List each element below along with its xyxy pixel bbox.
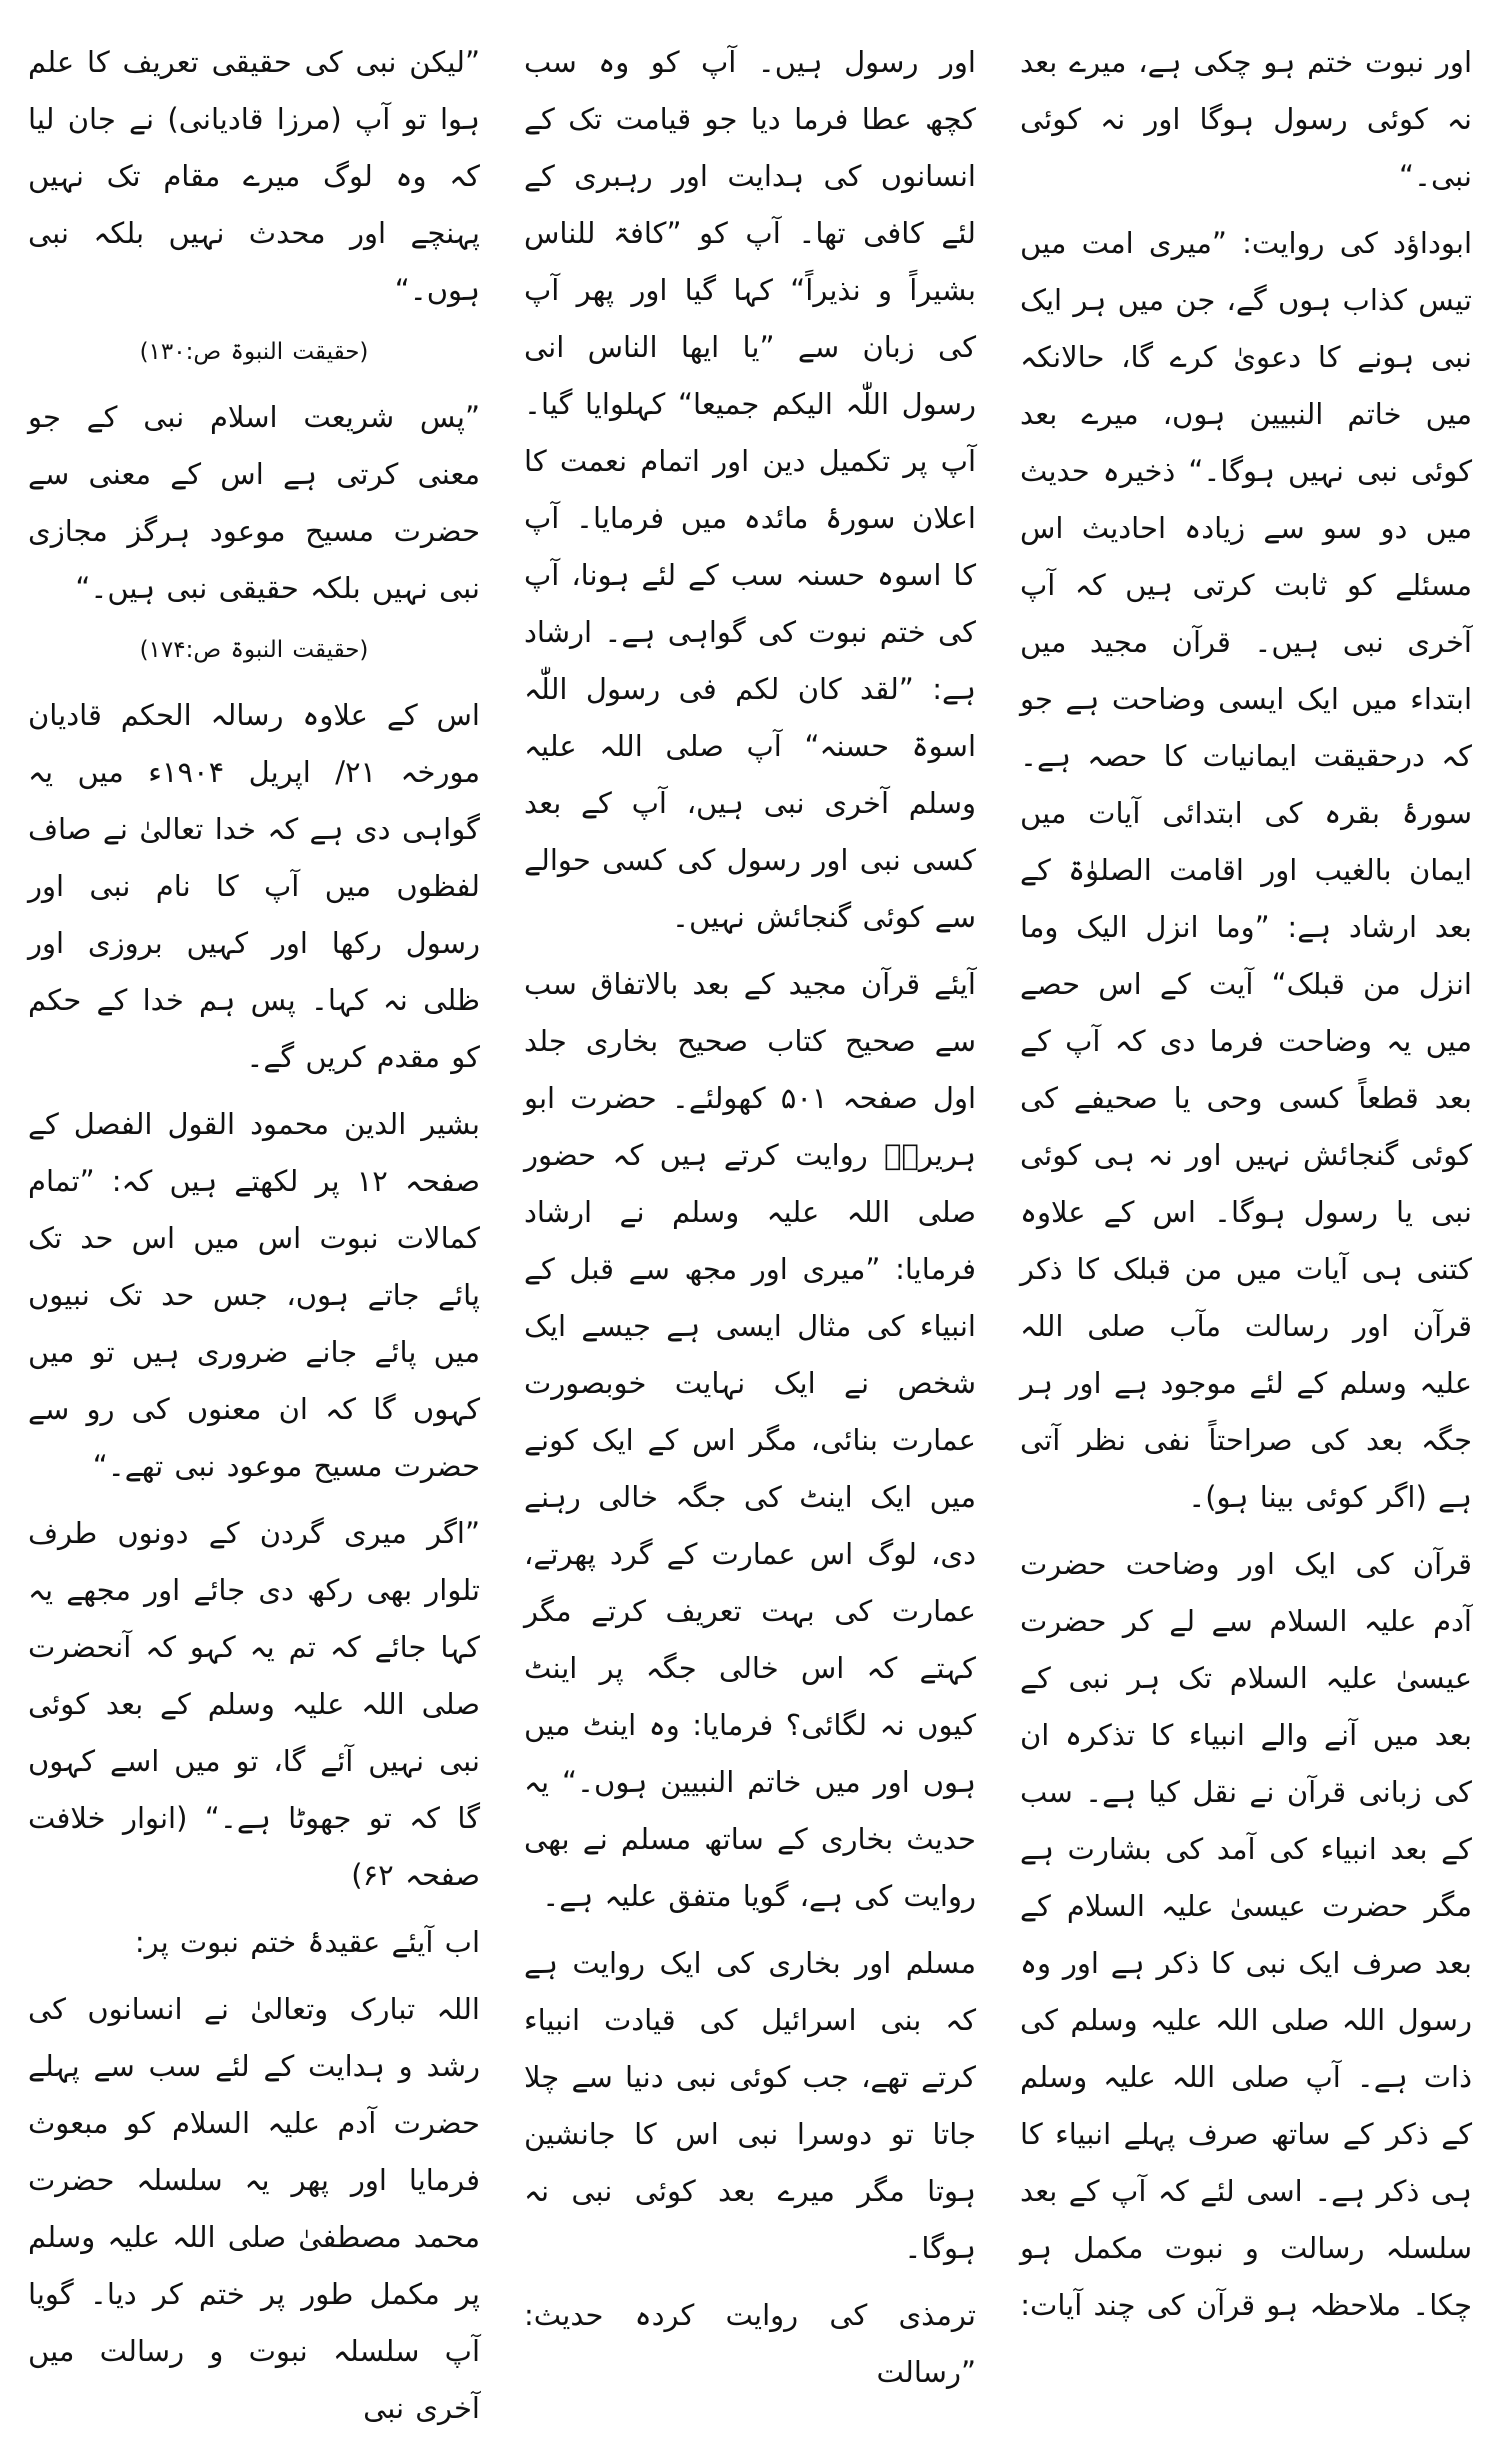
paragraph: اللہ تبارک وتعالیٰ نے انسانوں کی رشد و ہدایت کے لئے سب سے پہلے حضرت آدم علیہ السلام کو مبعوث فرمایا اور پھر یہ سلسلہ حضرت محمد مصطفیٰ صلی اللہ علیہ وسلم پر مکمل طور پر ختم کر دیا۔ گویا آپ سلسلہ نبوت و رسالت میں آخری نبی (28, 1992, 480, 2425)
paragraph: ”لیکن نبی کی حقیقی تعریف کا علم ہوا تو آپ (مرزا قادیانی) نے جان لیا کہ وہ لوگ میرے مقام تک نہیں پہنچے اور محدث نہیں بلکہ نبی ہوں۔“ (28, 45, 480, 307)
column-middle (524, 34, 976, 2389)
paragraph: اس کے علاوہ رسالہ الحکم قادیان مورخہ ۲۱/ اپریل ۱۹۰۴ء میں یہ گواہی دی ہے کہ خدا تعالیٰ نے صاف لفظوں میں آپ کا نام نبی اور رسول رکھا اور کہیں بروزی اور ظلی نہ کہا۔ پس ہم خدا کے حکم کو مقدم کریں گے۔ (28, 698, 480, 1074)
paragraph: بشیر الدین محمود القول الفصل کے صفحہ ۱۲ پر لکھتے ہیں کہ: ”تمام کمالات نبوت اس میں اس حد تک پائے جاتے ہوں، جس حد تک نبیوں میں پائے جانے ضروری ہیں تو میں کہوں گا کہ ان معنوں کی رو سے حضرت مسیح موعود نبی تھے۔“ (28, 1107, 480, 1483)
paragraph: اب آیئے عقیدۂ ختم نبوت پر: (134, 1925, 480, 1959)
paragraph: اور نبوت ختم ہو چکی ہے، میرے بعد نہ کوئی رسول ہوگا اور نہ کوئی نبی۔“ (1020, 45, 1472, 193)
paragraph: قرآن کی ایک اور وضاحت حضرت آدم علیہ السلام سے لے کر حضرت عیسیٰ علیہ السلام تک ہر نبی کے بعد میں آنے والے انبیاء کا تذکرہ ان کی زبانی قرآن نے نقل کیا ہے۔ سب کے بعد انبیاء کی آمد کی بشارت ہے مگر حضرت عیسیٰ علیہ السلام کے بعد صرف ایک نبی کا ذکر ہے اور وہ رسول اللہ صلی اللہ علیہ وسلم کی ذات ہے۔ آپ صلی اللہ علیہ وسلم کے ذکر کے ساتھ صرف پہلے انبیاء کا ہی ذکر ہے۔ اسی لئے کہ آپ کے بعد سلسلہ رسالت و نبوت مکمل ہو چکا۔ ملاحظہ ہو قرآن کی چند آیات: (1020, 1547, 1472, 2322)
paragraph: ”پس شریعت اسلام نبی کے جو معنی کرتی ہے اس کے معنی سے حضرت مسیح موعود ہرگز مجازی نبی نہیں بلکہ حقیقی نبی ہیں۔“ (28, 400, 480, 605)
paragraph: ترمذی کی روایت کردہ حدیث: ”رسالت (524, 2298, 976, 2389)
paragraph: اور رسول ہیں۔ آپ کو وہ سب کچھ عطا فرما دیا جو قیامت تک کے انسانوں کی ہدایت اور رہبری کے لئے کافی تھا۔ آپ کو ”کافۃ للناس بشیراً و نذیراً“ کہا گیا اور پھر آپ کی زبان سے ”یا ایھا الناس انی رسول اللّٰہ الیکم جمیعا“ کہلوایا گیا۔ آپ پر تکمیل دین اور اتمام نعمت کا اعلان سورۂ مائدہ میں فرمایا۔ آپ کا اسوہ حسنہ سب کے لئے ہونا، آپ کی ختم نبوت کی گواہی ہے۔ ارشاد ہے: ”لقد کان لکم فی رسول اللّٰہ اسوۃ حسنہ“ آپ صلی اللہ علیہ وسلم آخری نبی ہیں، آپ کے بعد کسی نبی اور رسول کی کسی حوالے سے کوئی گنجائش نہیں۔ (524, 45, 976, 934)
paragraph: ابوداؤد کی روایت: ”میری امت میں تیس کذاب ہوں گے، جن میں ہر ایک نبی ہونے کا دعویٰ کرے گا، حالانکہ میں خاتم النبیین ہوں، میرے بعد کوئی نبی نہیں ہوگا۔“ ذخیرہ حدیث میں دو سو سے زیادہ احادیث اس مسئلے کو ثابت کرتی ہیں کہ آپ آخری نبی ہیں۔ قرآن مجید میں ابتداء میں ایک ایسی وضاحت ہے جو کہ درحقیقت ایمانیات کا حصہ ہے۔ سورۂ بقرہ کی ابتدائی آیات میں ایمان بالغیب اور اقامت الصلوٰۃ کے بعد ارشاد ہے: ”وما انزل الیک وما انزل من قبلک“ آیت کے اس حصے میں یہ وضاحت فرما دی کہ آپ کے بعد قطعاً کسی وحی یا صحیفے کی کوئی گنجائش نہیں اور نہ ہی کوئی نبی یا رسول ہوگا۔ اس کے علاوہ کتنی ہی آیات میں من قبلک کا ذکر قرآن اور رسالت مآب صلی اللہ علیہ وسلم کے لئے موجود ہے اور ہر جگہ بعد کی صراحتاً نفی نظر آتی ہے (اگر کوئی بینا ہو)۔ (1020, 226, 1472, 1514)
column-left (1020, 34, 1472, 2322)
column-right (28, 34, 480, 2425)
paragraph: ”اگر میری گردن کے دونوں طرف تلوار بھی رکھ دی جائے اور مجھے یہ کہا جائے کہ تم یہ کہو کہ آنحضرت صلی اللہ علیہ وسلم کے بعد کوئی نبی نہیں آئے گا، تو میں اسے کہوں گا کہ تو جھوٹا ہے۔“ (انوار خلافت صفحہ ۶۲) (28, 1516, 480, 1892)
paragraph: مسلم اور بخاری کی ایک روایت ہے کہ بنی اسرائیل کی قیادت انبیاء کرتے تھے، جب کوئی نبی دنیا سے چلا جاتا تو دوسرا نبی اس کا جانشین ہوتا مگر میرے بعد کوئی نبی نہ ہوگا۔ (524, 1946, 976, 2265)
citation: (حقیقت النبوۃ ص:۱۳۰) (139, 339, 369, 365)
citation: (حقیقت النبوۃ ص:۱۷۴) (139, 637, 369, 663)
paragraph: آیئے قرآن مجید کے بعد بالاتفاق سب سے صحیح کتاب صحیح بخاری جلد اول صفحہ ۵۰۱ کھولئے۔ حضرت ابو ہریرہؓ روایت کرتے ہیں کہ حضور صلی اللہ علیہ وسلم نے ارشاد فرمایا: ”میری اور مجھ سے قبل کے انبیاء کی مثال ایسی ہے جیسے ایک شخص نے ایک نہایت خوبصورت عمارت بنائی، مگر اس کے ایک کونے میں ایک اینٹ کی جگہ خالی رہنے دی، لوگ اس عمارت کے گرد پھرتے، عمارت کی بہت تعریف کرتے مگر کہتے کہ اس خالی جگہ پر اینٹ کیوں نہ لگائی؟ فرمایا: وہ اینٹ میں ہوں اور میں خاتم النبیین ہوں۔“ یہ حدیث بخاری کے ساتھ مسلم نے بھی روایت کی ہے، گویا متفق علیہ ہے۔ (524, 967, 976, 1913)
